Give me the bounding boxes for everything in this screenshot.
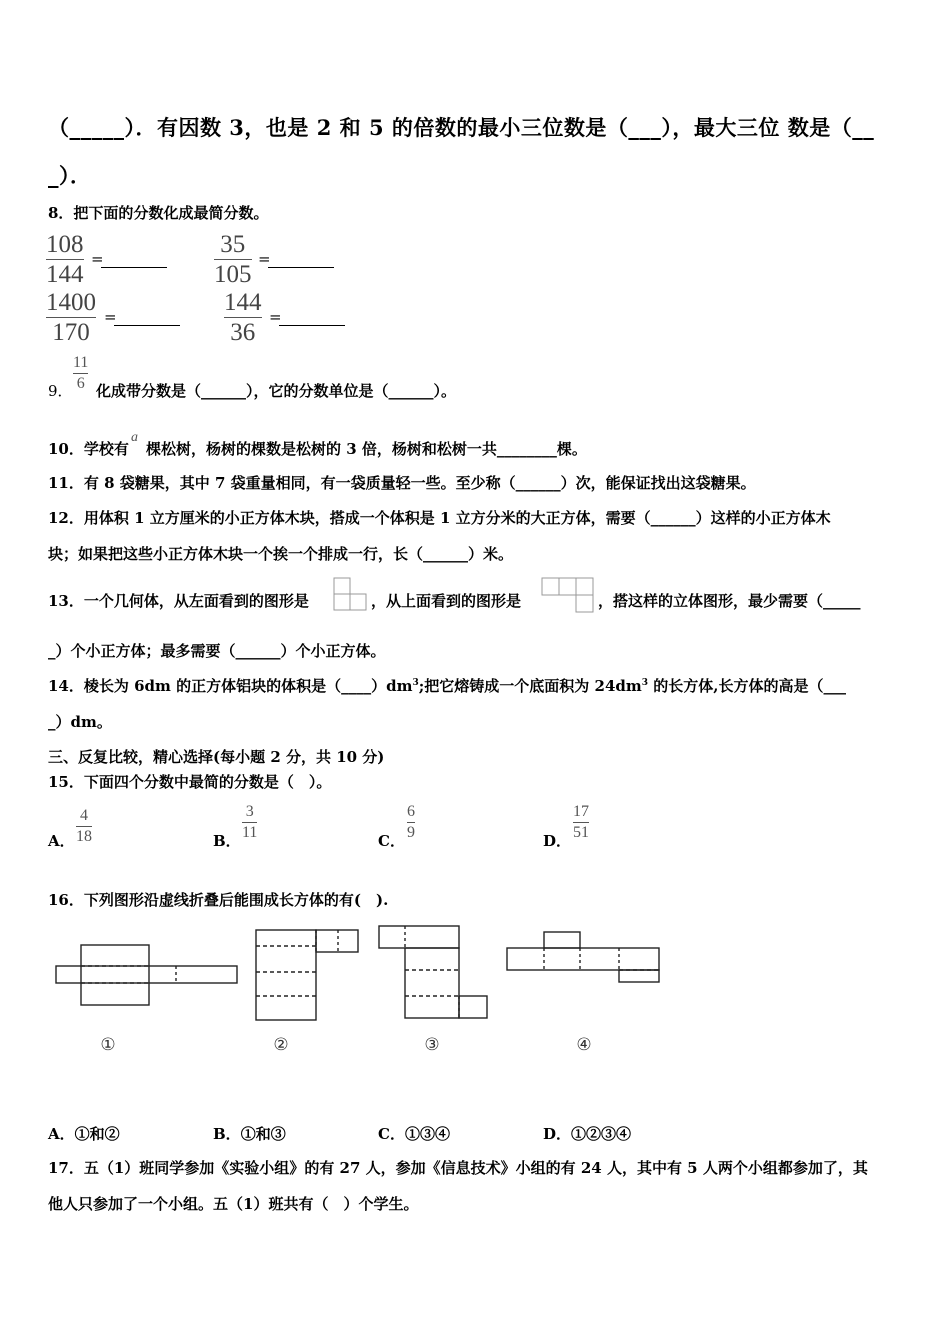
option-letter: A． <box>48 1125 75 1143</box>
fraction-numerator: 144 <box>224 289 262 316</box>
q16-option-c[interactable] <box>378 1123 450 1144</box>
view-square <box>559 578 576 595</box>
option-a-fraction[interactable] <box>76 808 92 845</box>
fraction-bar <box>214 259 252 260</box>
figure-label-3: ③ <box>424 1035 440 1055</box>
q13-part1: 13．一个几何体，从左面看到的图形是 <box>48 592 309 610</box>
fraction-denominator: 18 <box>76 828 92 845</box>
fraction-denominator: 9 <box>407 824 415 841</box>
figure-label-4: ④ <box>576 1035 592 1055</box>
q7-line1: （_____）．有因数 3，也是 2 和 5 的倍数的最小三位数是（___），最大三位 数是（__ <box>48 115 875 140</box>
fraction-denominator: 105 <box>214 261 252 288</box>
fraction-denominator: 170 <box>52 319 90 346</box>
option-letter: D． <box>543 1125 572 1143</box>
q16-option-b[interactable] <box>213 1123 286 1144</box>
option-letter: B． <box>213 1125 241 1143</box>
q8-fraction-3 <box>46 290 96 345</box>
fraction-denominator: 11 <box>242 824 258 841</box>
fraction-numerator: 35 <box>220 231 246 258</box>
answer-blank[interactable] <box>279 324 345 326</box>
equals-sign: = <box>104 308 117 326</box>
superscript: 3 <box>641 678 649 688</box>
section-3-heading: 三、反复比较，精心选择(每小题 2 分，共 10 分) <box>48 748 385 766</box>
figure-label-1: ① <box>100 1035 116 1055</box>
view-square <box>334 578 350 594</box>
q10-variable: a <box>131 430 138 445</box>
option-text: ①和③ <box>240 1125 286 1143</box>
left-view-figure <box>331 576 369 612</box>
answer-blank[interactable] <box>101 266 167 268</box>
option-letter-b[interactable]: B． <box>213 832 241 850</box>
q13-part2: ，从上面看到的图形是 <box>371 592 522 610</box>
q15-label: 15．下面四个分数中最简的分数是（ ）。 <box>48 773 332 791</box>
q14-line2: _）dm。 <box>48 713 112 731</box>
q12-line1: 12．用体积 1 立方厘米的小正方体木块，搭成一个体积是 1 立方分米的大正方体，需要（______）这样的小正方体木 <box>48 509 831 527</box>
superscript: 3 <box>412 678 419 688</box>
option-letter-c[interactable]: C． <box>378 832 405 850</box>
q14-part1: 14．棱长为 6dm 的正方体铝块的体积是（____）dm <box>48 677 413 695</box>
q17-line2: 他人只参加了一个小组。五（1）班共有（ ）个学生。 <box>48 1195 419 1213</box>
fraction-bar <box>407 822 415 823</box>
fraction-numerator: 108 <box>46 231 84 258</box>
net-4 <box>507 932 659 982</box>
option-c-fraction[interactable] <box>407 804 415 841</box>
option-text: ①③④ <box>404 1125 450 1143</box>
view-square <box>576 578 593 595</box>
q11-text: 11．有 8 袋糖果，其中 7 袋重量相同，有一袋质量轻一些。至少称（______）次，能保证找出这袋糖果。 <box>48 474 756 492</box>
q8-fraction-1 <box>46 232 84 287</box>
fraction-denominator: 144 <box>46 261 84 288</box>
fraction-denominator: 51 <box>573 824 589 841</box>
fraction-bar <box>46 317 96 318</box>
q16-label: 16．下列图形沿虚线折叠后能围成长方体的有( ). <box>48 891 389 909</box>
fraction-bar <box>46 259 84 260</box>
fraction-numerator: 11 <box>73 354 89 371</box>
option-text: ①和② <box>74 1125 120 1143</box>
equals-sign: = <box>258 250 271 268</box>
q8-fraction-2 <box>214 232 252 287</box>
q16-option-a[interactable] <box>48 1123 120 1144</box>
option-b-fraction[interactable] <box>242 804 257 841</box>
view-square <box>350 594 366 610</box>
fraction-bar <box>573 822 589 823</box>
equals-sign: = <box>269 308 282 326</box>
q16-option-d[interactable] <box>543 1123 631 1144</box>
option-text: ①②③④ <box>571 1125 632 1143</box>
net-2 <box>256 930 358 1020</box>
q9-fraction <box>73 355 88 392</box>
q13-part3: ，搭这样的立体图形，最少需要（_____ <box>598 592 861 610</box>
net-3 <box>379 926 487 1018</box>
fraction-bar <box>73 373 88 374</box>
q8-label: 8．把下面的分数化成最简分数。 <box>48 204 269 222</box>
q12-line2: 块；如果把这些小正方体木块一个挨一个排成一行，长（______）米。 <box>48 545 514 563</box>
view-square <box>334 594 350 610</box>
option-letter-a[interactable]: A． <box>48 832 75 850</box>
answer-blank[interactable] <box>268 266 334 268</box>
fraction-numerator: 6 <box>407 803 415 820</box>
fraction-numerator: 17 <box>573 803 589 820</box>
q9-number: 9． <box>48 382 73 400</box>
view-square <box>542 578 559 595</box>
figure-label-2: ② <box>273 1035 289 1055</box>
fraction-numerator: 3 <box>245 803 254 820</box>
fraction-numerator: 1400 <box>46 289 96 316</box>
fraction-bar <box>76 826 92 827</box>
q8-fraction-4 <box>224 290 262 345</box>
q9-text: 化成带分数是（______），它的分数单位是（______）。 <box>96 382 457 400</box>
option-letter-d[interactable]: D． <box>543 832 572 850</box>
fraction-denominator: 36 <box>230 319 256 346</box>
q13-line2: _）个小正方体；最多需要（______）个小正方体。 <box>48 642 386 660</box>
net-1 <box>56 945 237 1005</box>
q7-line2: _）． <box>48 163 92 188</box>
fraction-bar <box>242 822 257 823</box>
fraction-numerator: 4 <box>80 807 88 824</box>
net-figures <box>48 920 668 1060</box>
fraction-bar <box>224 317 262 318</box>
q14-part2: ;把它熔铸成一个底面积为 24dm <box>418 677 642 695</box>
fraction-denominator: 6 <box>76 375 85 392</box>
q14-line1 <box>48 675 846 696</box>
view-square <box>576 595 593 612</box>
option-letter: C． <box>378 1125 405 1143</box>
q10-label: 10．学校有 <box>48 440 129 458</box>
q17-line1: 17．五（1）班同学参加《实验小组》的有 27 人，参加《信息技术》小组的有 24 人，其中有 5 人两个小组都参加了，其 <box>48 1159 868 1177</box>
q14-part3: 的长方体,长方体的高是（___ <box>648 677 846 695</box>
top-view-figure <box>540 576 598 614</box>
answer-blank[interactable] <box>114 324 180 326</box>
option-d-fraction[interactable] <box>573 804 589 841</box>
equals-sign: = <box>91 250 104 268</box>
q10-text: 棵松树，杨树的棵数是松树的 3 倍，杨树和松树一共________棵。 <box>146 440 587 458</box>
